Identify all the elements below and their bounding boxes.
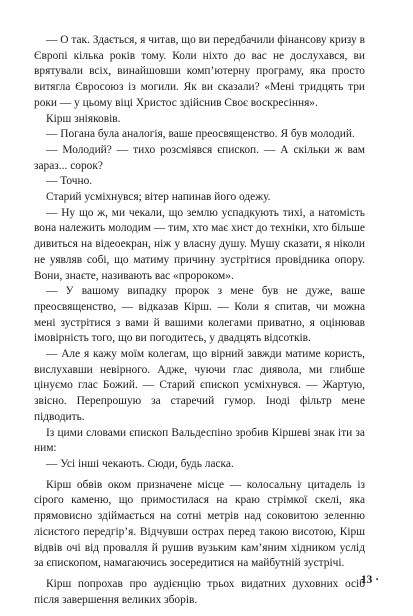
paragraph: — О так. Здається, я читав, що ви передбачили фінансову кризу в Європі кілька років тому. Коли ніхто до вас не дослухався, ви врятували всіх, винайшовши комп’ютерну програму, яка просто витягла Євросоюз із могили. Як ви сказали? «Мені тридцять три роки — у цьому віці Христос здійснив Своє воскресіння». [34, 34, 365, 109]
paragraph: — Ну що ж, ми чекали, що землю успадкують тихі, а натомість вона належить молодим — тим, хто має хист до техніки, хто більше дивиться на відеоекран, ніж у власну душу. Мушу сказати, я ніколи не уявляв собі, що матиму причину зустрітися провідника опору. Вони, знаєте, називають вас «пророком». [34, 206, 365, 282]
paragraph: — У вашому випадку пророк з мене був не дуже, ваше преосвященство, — відказав Кірш. — Коли я спитав, чи можна мені зустрітися з вами й вашими колегами приватно, я оцінював імовірність того, що ви погодитесь, у двадцять відсотків. [34, 285, 365, 345]
paragraph: Із цими словами єпископ Вальдеспіно зробив Кіршеві знак іти за ним: [34, 426, 365, 455]
paragraph: Кірш зніяковів. [46, 112, 121, 125]
paragraph: — Але я кажу моїм колегам, що вірний завжди матиме користь, вислухавши невірного. Адже, чуючи глас диявола, ми глибше цінуємо глас Божий. — Старий єпископ усміхнувся. — Жартую, звісно. Перепрошую за старечий гумор. Іноді фільтр мене підводить. [34, 348, 365, 423]
paragraph: Старий усміхнувся; вітер напинав його одежу. [46, 191, 271, 204]
paragraph: Кірш попрохав про аудієнцію трьох видатних духовних осіб після завершення великих зборів. [34, 577, 365, 606]
body-text [34, 33, 365, 608]
paragraph: — Усі інші чекають. Сюди, будь ласка. [46, 457, 234, 470]
paragraph: — Точно. [46, 175, 93, 188]
paragraph: Кірш обвів оком призначене місце — колосальну цитадель із сірого каменю, що примостилася на краю стрімкої скелі, яка прямовисно здіймається на сотні метрів над соковитою зеленню лісистого передгір’я. Відчувши острах перед такою висотою, Кірш відвів очі від провалля й рушив вузьким кам’яним хідником услід за єпископом, намагаючись зосередитися на майбутній зустрічі. [34, 478, 365, 570]
page-number: 13 · [360, 574, 379, 586]
paragraph: — Молодий? — тихо розсміявся єпископ. — А скільки ж вам зараз... сорок? [34, 143, 365, 172]
paragraph: — Погана була аналогія, ваше преосвященство. Я був молодий. [46, 128, 355, 141]
